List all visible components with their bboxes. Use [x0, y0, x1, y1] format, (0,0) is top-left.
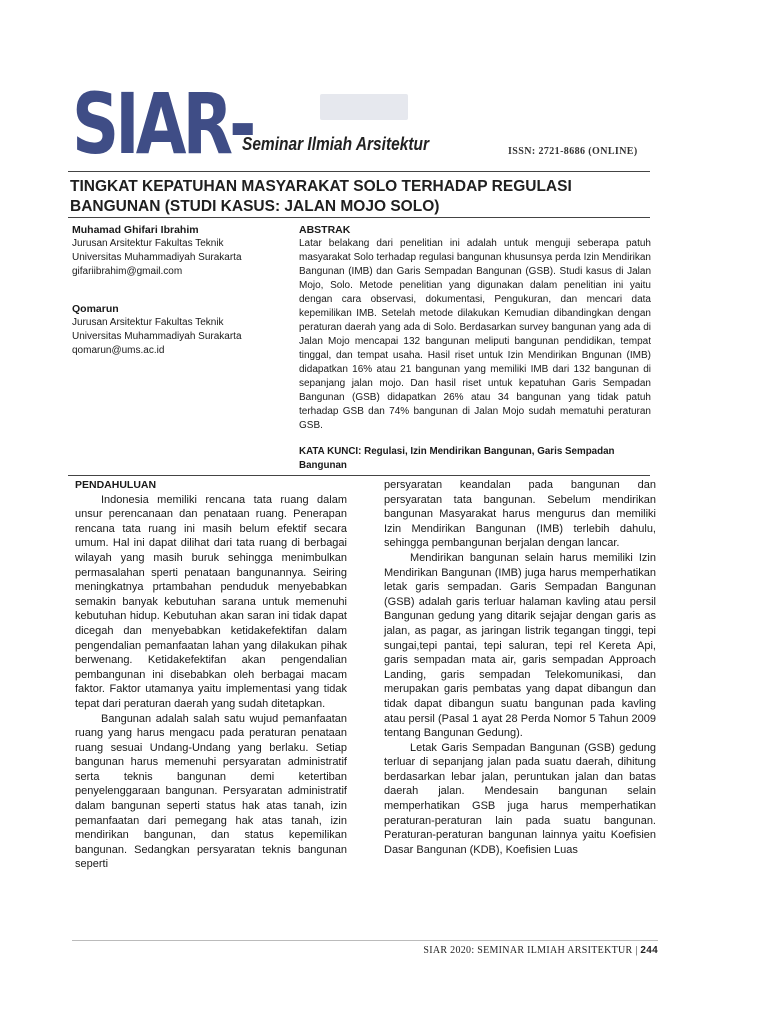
author-dept: Jurusan Arsitektur Fakultas Teknik [72, 238, 224, 249]
author-2 [72, 302, 282, 358]
abstract-text: Latar belakang dari penelitian ini adalah untuk menguji seberapa patuh masyarakat Solo terhadap regulasi bangunan khusunsya perda Izin Mendirikan Bangunan (IMB) dan Garis Sempadan Bangunan (GSB). Studi kasus di Jalan Mojo, Solo. Metode penelitian yang digunakan dalam penelitian ini yaitu dengan cara observasi, dokumentasi, Pengukuran, dan mencari data kepemilikan IMB. Setelah metode dilakukan Kemudian dibandingkan dengan peraturan daerah yang ada di Solo. Berdasarkan survey bangunan yang ada di Jalan Mojo mencapai 132 bangunan meliputi bangunan pendidikan, tempat tinggal, dan tempat usaha. Hasil riset untuk Izin Mendirikan Bngunan (IMB) didapatkan 16% atau 21 bangunan yang memiliki IMB dari 132 bangunan di sepanjang jalan mojo. Dan hasil riset untuk kepatuhan Garis Sempadan Bangunan (GSB) didapatkan 26% atau 34 bangunan yang tidak patuh terhadap GSB dan 74% bangunan di Jalan Mojo sudah mematuhi peraturan GSB. [299, 238, 651, 431]
abstract-heading: ABSTRAK [299, 224, 351, 236]
body-paragraph: Letak Garis Sempadan Bangunan (GSB) gedung terluar di sepanjang jalan pada suatu daerah, dihitung berdasarkan lebar jalan, peruntukan jalan dan batas daerah jalan. Mendesain bangunan selain memperhatikan GSB juga harus memperhatikan peraturan-peraturan lain pada suatu bangunan. Peraturan-peraturan bangunan lainnya yaitu Koefisien Dasar Bangunan (KDB), Koefisien Luas [384, 741, 656, 856]
body-paragraph-continuation: persyaratan keandalan pada bangunan dan persyaratan tata bangunan. Sebelum mendirikan bangunan Masyarakat harus mengurus dan memiliki Izin Mendirikan Bangunan (IMB) terlebih dahulu, sehingga pembangunan berjalan dengan lancar. [384, 479, 656, 550]
title-line-2: BANGUNAN (STUDI KASUS: JALAN MOJO SOLO) [70, 198, 440, 215]
footer-rule [72, 940, 658, 941]
body-paragraph: Bangunan adalah salah satu wujud pemanfaatan ruang yang harus mengacu pada peraturan penataan ruang sesuai Undang-Undang yang berlaku. Setiap bangunan harus memenuhi persyaratan administratif serta teknis bangunan demi ketertiban penyelenggaraan bangunan. Persyaratan administratif dalam bangunan seperti status hak atas tanah, izin pemanfaatan dari pemegang hak atas tanah, izin mendirikan bangunan, dan status kepemilikan bangunan. Sedangkan persyaratan teknis bangunan seperti [75, 712, 347, 871]
logo-background-shape [320, 94, 408, 120]
body-right-column [384, 478, 656, 857]
body-left-column [75, 478, 347, 872]
paper-title [70, 177, 630, 217]
author-university: Universitas Muhammadiyah Surakarta [72, 331, 242, 342]
author-1 [72, 223, 282, 279]
author-university: Universitas Muhammadiyah Surakarta [72, 252, 242, 263]
author-name: Qomarun [72, 303, 119, 315]
body-top-rule [68, 475, 650, 476]
logo-text: SIAR- [72, 75, 253, 173]
logo-subtitle: Seminar Ilmiah Arsitektur [242, 134, 429, 154]
body-paragraph: Indonesia memiliki rencana tata ruang dalam unsur perencanaan dan penataan ruang. Penerapan rencana tata ruang ini masih belum efektif secara umum. Hal ini dapat dilihat dari tata ruang di berbagai wilayah yang masih buruk sehingga menimbulkan permasalahan sperti penataan bangunannya. Seiring meningkatnya prtambahan penduduk menyebabkan semakin banyak kebutuhan sarana untuk memenuhi kebutuhan hidup. Kebutuhan akan saran ini tidak dapat dicegah dan menyebabkan ketidakefektifan dalam pengendalian pemanfaatan lahan yang dilakukan pihak berwenang. Ketidakefektifan akan pengendalian pembangunan ini disebabkan oleh berbagai macam faktor. Faktor utamanya yaitu implementasi yang tidak tepat dari peraturan daerah yang sudah ditetapkan. [75, 493, 347, 710]
title-line-1: TINGKAT KEPATUHAN MASYARAKAT SOLO TERHADAP REGULASI [70, 178, 572, 195]
body-paragraph: Mendirikan bangunan selain harus memiliki Izin Mendirikan Bangunan (IMB) juga harus memperhatikan letak garis sempadan. Garis Sempadan Bangunan (GSB) adalah garis terluar halaman kavling atau persil Bangunan gedung yang ditarik sejajar dengan garis as jalan, as pagar, as jaringan listrik tegangan tinggi, tepi sungai,tepi pantai, tepi saluran, tepi rel Kereta Api, garis sempadan mata air, garis sempadan Approach Landing, garis sempadan Telekomunikasi, dan merupakan garis pembatas yang dapat dibangun dan tidak dapat dibangun suatu bangunan pada kavling atau persil (Pasal 1 ayat 28 Perda Nomor 5 Tahun 2009 tentang Bangunan Gedung). [384, 551, 656, 740]
author-name: Muhamad Ghifari Ibrahim [72, 224, 199, 236]
page-footer [423, 945, 658, 956]
section-heading: PENDAHULUAN [75, 479, 157, 491]
title-bottom-rule [68, 217, 650, 218]
author-email: gifariibrahim@gmail.com [72, 266, 183, 277]
abstract-block [299, 223, 651, 473]
page-number: 244 [640, 945, 658, 956]
keywords: KATA KUNCI: Regulasi, Izin Mendirikan Bangunan, Garis Sempadan Bangunan [299, 446, 615, 471]
author-dept: Jurusan Arsitektur Fakultas Teknik [72, 317, 224, 328]
footer-text: SIAR 2020: SEMINAR ILMIAH ARSITEKTUR | [423, 945, 641, 956]
title-top-rule [68, 171, 650, 172]
author-email: qomarun@ums.ac.id [72, 345, 165, 356]
authors-block [72, 223, 282, 381]
issn-label: ISSN: 2721-8686 (ONLINE) [508, 146, 638, 157]
siar-logo [72, 75, 429, 173]
